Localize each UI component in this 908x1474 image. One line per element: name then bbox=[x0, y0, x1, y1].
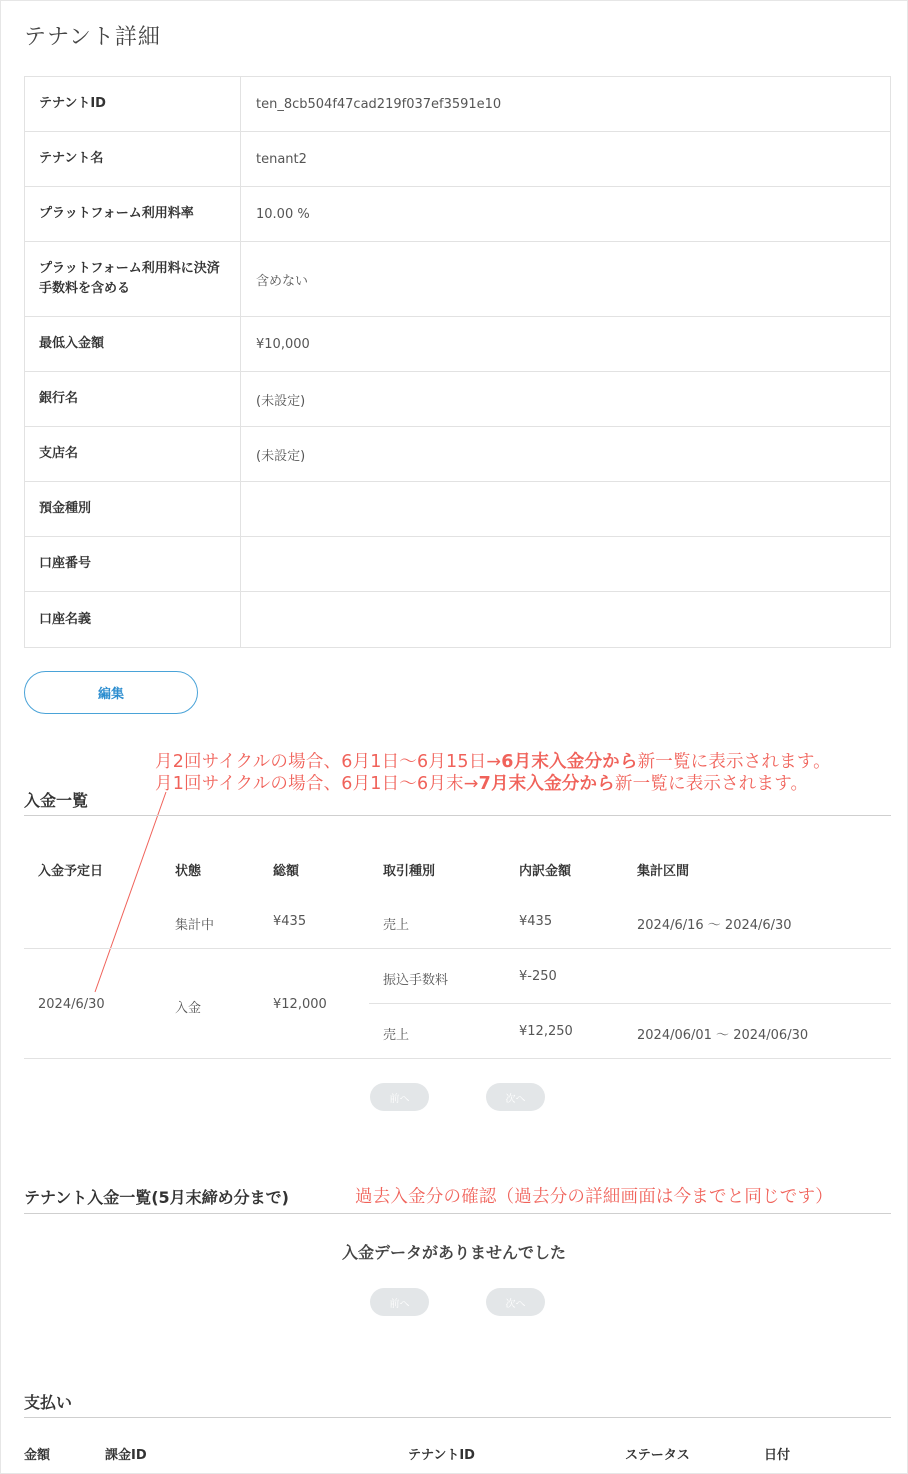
row-divider bbox=[24, 948, 891, 949]
deposit-row-2-line-1-amount: ¥-250 bbox=[519, 969, 557, 984]
deposit-row-1-total: ¥435 bbox=[273, 914, 307, 929]
row-divider bbox=[24, 1058, 891, 1059]
column-header-status: ステータス bbox=[625, 1448, 690, 1463]
deposit-row-1-period: 2024/6/16 〜 2024/6/30 bbox=[637, 918, 792, 933]
detail-label: 銀行名 bbox=[25, 372, 241, 426]
detail-label: 支店名 bbox=[25, 427, 241, 481]
deposit-row-1-amount: ¥435 bbox=[519, 914, 553, 929]
column-header-scheduled-date: 入金予定日 bbox=[38, 864, 104, 879]
deposit-row-1-status: 集計中 bbox=[175, 918, 215, 933]
detail-value: 含めない bbox=[256, 273, 309, 289]
column-header-total: 総額 bbox=[273, 864, 300, 879]
annotation-past-deposits: 過去入金分の確認（過去分の詳細画面は今までと同じです） bbox=[355, 1187, 833, 1207]
deposit-row-2-line-2-amount: ¥12,250 bbox=[519, 1024, 573, 1039]
deposit-row-2-line-1-type: 振込手数料 bbox=[383, 973, 449, 988]
column-header-aggregation-period: 集計区間 bbox=[637, 864, 690, 879]
column-header-tenant-id: テナントID bbox=[408, 1448, 475, 1463]
annotation-text: 月1回サイクルの場合、6月1日〜6月末→ bbox=[155, 774, 479, 794]
column-header-amount: 金額 bbox=[24, 1448, 51, 1463]
tenant-deposit-list-title: テナント入金一覧(5月末締め分まで) bbox=[24, 1188, 289, 1207]
detail-label: 口座名義 bbox=[25, 592, 241, 647]
edit-button[interactable]: 編集 bbox=[24, 671, 198, 714]
detail-value: ¥10,000 bbox=[256, 336, 310, 352]
detail-value: (未設定) bbox=[256, 393, 306, 409]
detail-label: テナントID bbox=[25, 77, 241, 131]
annotation-emphasis: 6月末入金分から bbox=[501, 752, 638, 772]
detail-label: 最低入金額 bbox=[25, 317, 241, 371]
annotation-emphasis: 7月末入金分から bbox=[478, 774, 615, 794]
annotation-text: 新一覧に表示されます。 bbox=[614, 774, 809, 794]
deposit-list-title: 入金一覧 bbox=[24, 791, 89, 810]
deposit-row-2-line-2-type: 売上 bbox=[383, 1028, 410, 1043]
section-divider bbox=[24, 1417, 891, 1418]
detail-value: ten_8cb504f47cad219f037ef3591e10 bbox=[256, 96, 502, 112]
column-header-charge-id: 課金ID bbox=[105, 1448, 147, 1463]
detail-value: (未設定) bbox=[256, 448, 306, 464]
detail-label: テナント名 bbox=[25, 132, 241, 186]
detail-value: tenant2 bbox=[256, 151, 307, 167]
payments-title: 支払い bbox=[24, 1393, 73, 1412]
tenant-deposit-next-button[interactable]: 次へ bbox=[486, 1288, 545, 1316]
column-header-date: 日付 bbox=[764, 1448, 791, 1463]
column-header-transaction-type: 取引種別 bbox=[383, 864, 436, 879]
empty-message: 入金データがありませんでした bbox=[341, 1243, 566, 1262]
detail-label: 口座番号 bbox=[25, 537, 241, 591]
deposit-row-2-line-2-period: 2024/06/01 〜 2024/06/30 bbox=[637, 1028, 809, 1043]
column-header-status: 状態 bbox=[175, 864, 202, 879]
tenant-deposit-prev-button[interactable]: 前へ bbox=[370, 1288, 429, 1316]
deposit-prev-button[interactable]: 前へ bbox=[370, 1083, 429, 1111]
column-header-breakdown-amount: 内訳金額 bbox=[519, 864, 572, 879]
detail-label: プラットフォーム利用料率 bbox=[25, 187, 241, 241]
deposit-row-2-status: 入金 bbox=[175, 1001, 202, 1016]
deposit-row-2-date: 2024/6/30 bbox=[38, 997, 105, 1012]
deposit-row-2-total: ¥12,000 bbox=[273, 997, 327, 1012]
section-divider bbox=[24, 815, 891, 816]
annotation-text: 新一覧に表示されます。 bbox=[637, 752, 831, 772]
page-title: テナント詳細 bbox=[24, 25, 161, 50]
detail-label: プラットフォーム利用料に決済手数料を含める bbox=[25, 242, 241, 316]
annotation-text: 月2回サイクルの場合、6月1日〜6月15日→ bbox=[155, 752, 502, 772]
deposit-row-1-type: 売上 bbox=[383, 918, 410, 933]
section-divider bbox=[24, 1213, 891, 1214]
deposit-next-button[interactable]: 次へ bbox=[486, 1083, 545, 1111]
sub-row-divider bbox=[369, 1003, 891, 1004]
detail-label: 預金種別 bbox=[25, 482, 241, 536]
detail-value: 10.00 % bbox=[256, 206, 310, 222]
